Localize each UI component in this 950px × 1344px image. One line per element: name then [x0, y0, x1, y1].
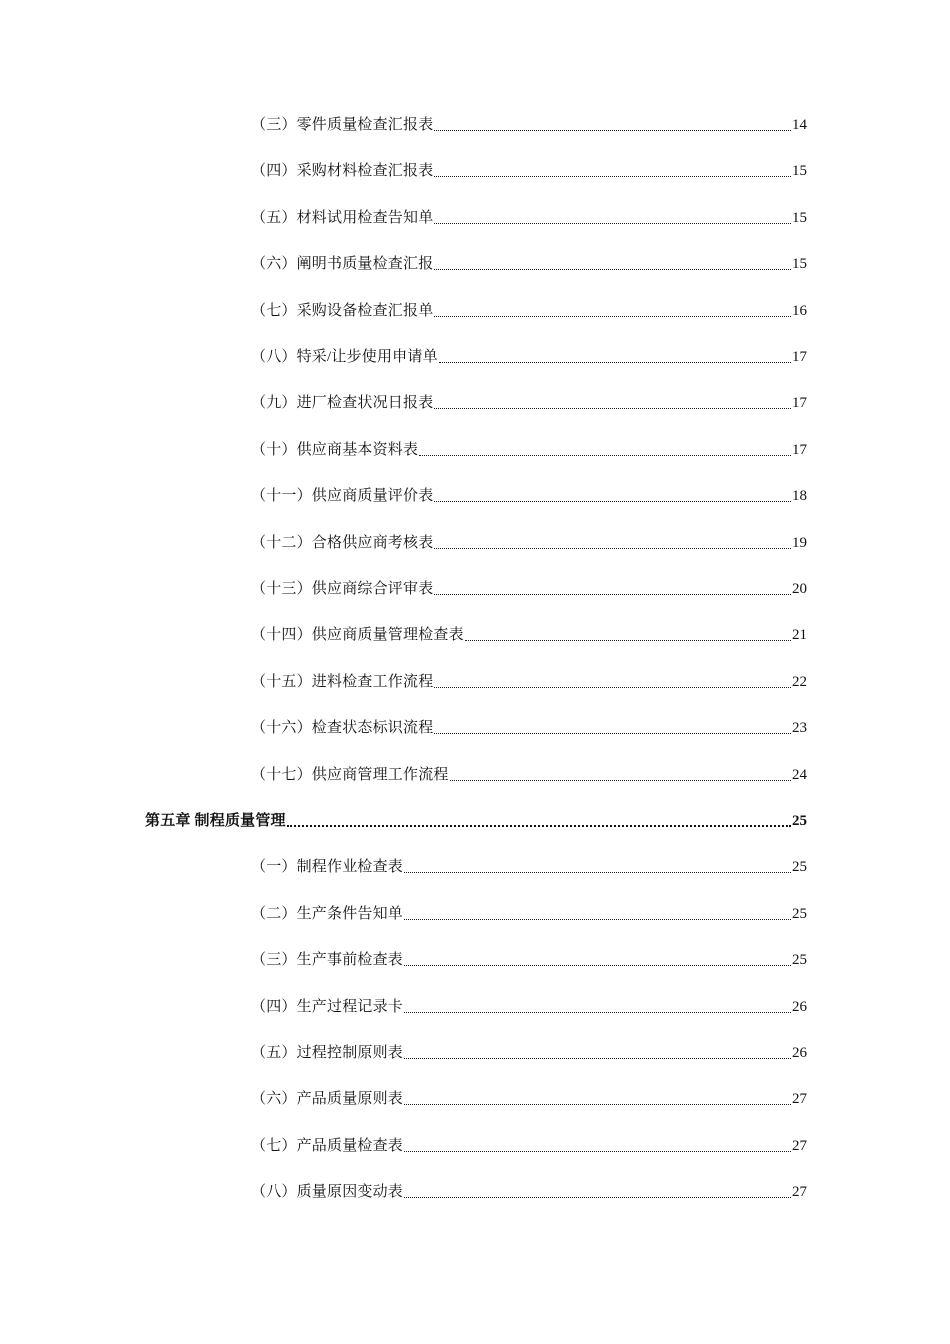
toc-entry[interactable] — [251, 1041, 807, 1065]
toc-entry-title: （四）采购材料检查汇报表 — [251, 163, 434, 180]
dot-leader — [404, 1008, 791, 1013]
toc-entry-page: 27 — [792, 1137, 807, 1154]
dot-leader — [450, 776, 791, 781]
toc-entry-page: 15 — [792, 209, 807, 226]
toc-entry-page: 23 — [792, 720, 807, 737]
toc-entry[interactable] — [251, 995, 807, 1019]
toc-entry[interactable] — [251, 763, 807, 787]
dot-leader — [434, 729, 791, 734]
toc-entry-page: 20 — [792, 581, 807, 597]
dot-leader — [434, 312, 791, 317]
toc-entry-page: 15 — [792, 256, 807, 273]
toc-entry-page: 25 — [792, 859, 807, 876]
toc-entry-title: 第五章 制程质量管理 — [145, 813, 286, 829]
toc-entry-page: 26 — [792, 1045, 807, 1061]
dot-leader — [439, 358, 791, 363]
toc-entry-title: （七）采购设备检查汇报单 — [251, 302, 434, 319]
toc-entry[interactable] — [251, 438, 807, 462]
toc-entry[interactable] — [251, 948, 807, 972]
toc-entry[interactable] — [251, 1180, 807, 1204]
toc-entry[interactable] — [251, 577, 807, 601]
dot-leader — [434, 172, 791, 177]
toc-entry-title: （六）产品质量原则表 — [251, 1091, 404, 1108]
dot-leader — [434, 126, 791, 131]
toc-entry[interactable] — [251, 623, 807, 647]
dot-leader — [419, 451, 791, 456]
toc-entry-page: 21 — [792, 627, 807, 644]
dot-leader — [404, 868, 791, 873]
toc-entry[interactable] — [251, 113, 807, 137]
toc-entry-page: 25 — [792, 905, 807, 922]
toc-entry-title: （八）质量原因变动表 — [251, 1184, 404, 1201]
toc-entry-title: （八）特采/让步使用申请单 — [251, 349, 438, 365]
toc-entry-title: （七）产品质量检查表 — [251, 1137, 404, 1154]
dot-leader — [404, 1054, 791, 1059]
toc-entry-title: （一）制程作业检查表 — [251, 859, 404, 876]
toc-entry-page: 27 — [792, 1091, 807, 1108]
dot-leader — [404, 1147, 791, 1152]
toc-entry-title: （五）材料试用检查告知单 — [251, 209, 434, 226]
toc-entry[interactable] — [251, 531, 807, 555]
dot-leader — [404, 915, 791, 920]
dot-leader — [434, 265, 791, 270]
toc-entry-title: （五）过程控制原则表 — [251, 1045, 404, 1061]
dot-leader — [434, 497, 791, 502]
toc-entry-page: 16 — [792, 302, 807, 319]
toc-entry-title: （三）生产事前检查表 — [251, 952, 404, 969]
toc-entry-title: （十二）合格供应商考核表 — [251, 534, 434, 551]
dot-leader — [434, 683, 791, 688]
dot-leader — [434, 219, 791, 224]
dot-leader — [404, 1193, 791, 1198]
dot-leader — [434, 404, 791, 409]
toc-entry[interactable] — [251, 716, 807, 740]
dot-leader — [434, 544, 791, 549]
toc-entry-page: 17 — [792, 349, 807, 365]
toc-entry-title: （九）进厂检查状况日报表 — [251, 395, 434, 412]
toc-entry[interactable] — [251, 159, 807, 183]
toc-entry-title: （四）生产过程记录卡 — [251, 998, 404, 1015]
dot-leader — [434, 590, 791, 595]
toc-entry-title: （十）供应商基本资料表 — [251, 441, 419, 458]
toc-entry-title: （十六）检查状态标识流程 — [251, 720, 434, 737]
toc-entry[interactable] — [251, 1087, 807, 1111]
toc-entry-page: 17 — [792, 395, 807, 412]
toc-entry[interactable] — [251, 299, 807, 323]
toc-entry-page: 19 — [792, 534, 807, 551]
toc-entry[interactable] — [251, 484, 807, 508]
toc-entry-page: 25 — [792, 952, 807, 969]
toc-entry-page: 24 — [792, 766, 807, 783]
toc-entry-page: 18 — [792, 488, 807, 505]
toc-entry-page: 26 — [792, 998, 807, 1015]
toc-entry-page: 25 — [792, 813, 807, 829]
dot-leader — [287, 821, 791, 827]
toc-entry-page: 14 — [792, 117, 807, 133]
toc-entry-page: 27 — [792, 1184, 807, 1201]
toc-entry-page: 17 — [792, 441, 807, 458]
toc-entry-title: （十四）供应商质量管理检查表 — [251, 627, 464, 644]
toc-chapter-entry[interactable] — [145, 809, 807, 833]
toc-entry[interactable] — [251, 855, 807, 879]
toc-entry-title: （三）零件质量检查汇报表 — [251, 117, 434, 133]
toc-entry-title: （十五）进料检查工作流程 — [251, 673, 434, 690]
toc-entry-title: （十三）供应商综合评审表 — [251, 581, 434, 597]
toc-entry[interactable] — [251, 391, 807, 415]
toc-entry-title: （十一）供应商质量评价表 — [251, 488, 434, 505]
toc-entry[interactable] — [251, 1134, 807, 1158]
toc-entry-page: 22 — [792, 673, 807, 690]
dot-leader — [465, 636, 791, 641]
toc-entry[interactable] — [251, 206, 807, 230]
toc-entry-title: （二）生产条件告知单 — [251, 905, 404, 922]
toc-entry[interactable] — [251, 670, 807, 694]
toc-entry[interactable] — [251, 252, 807, 276]
toc-entry[interactable] — [251, 902, 807, 926]
toc-entry-title: （六）阐明书质量检查汇报 — [251, 256, 434, 273]
toc-entry-page: 15 — [792, 163, 807, 180]
toc-entry[interactable] — [251, 345, 807, 369]
toc-entry-title: （十七）供应商管理工作流程 — [251, 766, 449, 783]
dot-leader — [404, 1100, 791, 1105]
dot-leader — [404, 961, 791, 966]
